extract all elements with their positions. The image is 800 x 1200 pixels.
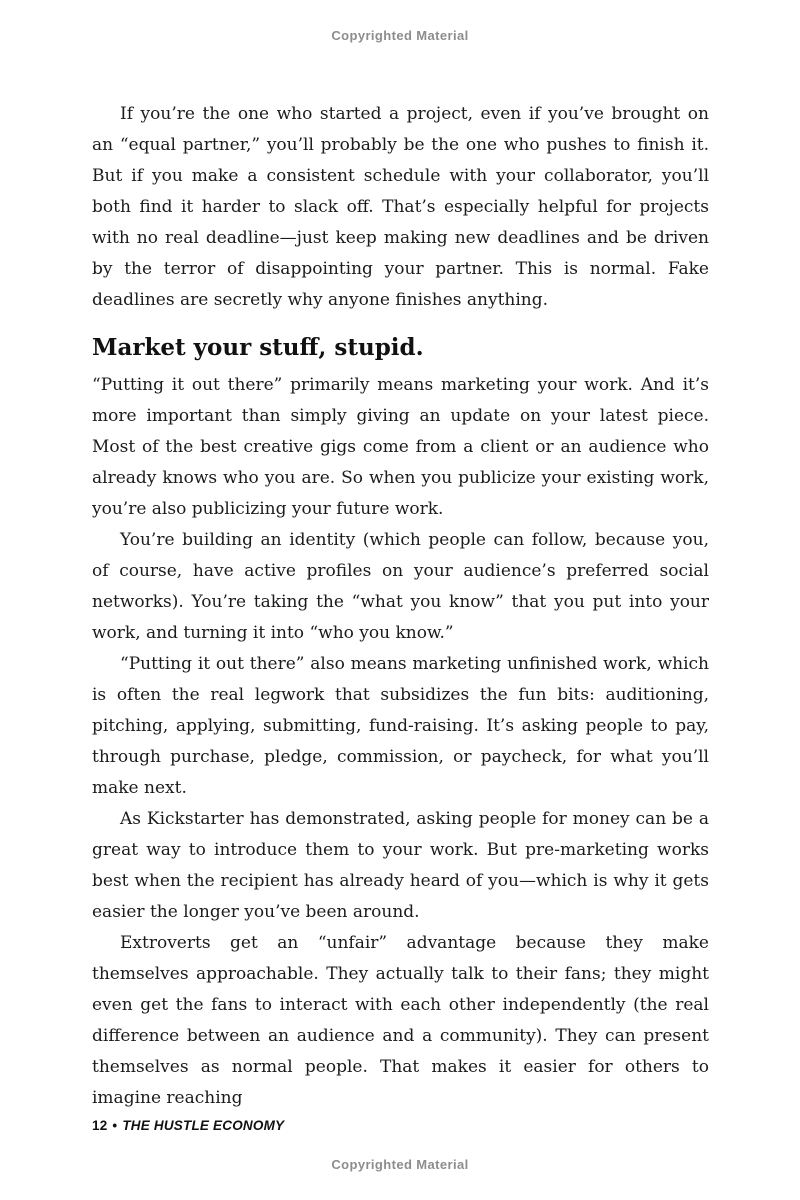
paragraph-extroverts: Extroverts get an “unfair” advantage because they make themselves approachable. They actually talk to their fans; they might even get the fans to interact with each other independently (the real difference between an audience and a community). They can present themselves as normal people. That makes it easier for others to imagine reaching — [92, 933, 709, 1108]
copyright-notice-top: Copyrighted Material — [331, 28, 469, 43]
paragraph-putting-it-out-there: “Putting it out there” primarily means marketing your work. And it’s more important than simply giving an update on your latest piece. Most of the best creative gigs come from a client or an audience who already knows who you are. So when you publicize your existing work, you’re also publicizing your future work. — [92, 375, 709, 519]
page-content — [92, 99, 709, 1114]
page-footer — [92, 1118, 284, 1133]
book-title: THE HUSTLE ECONOMY — [122, 1118, 285, 1133]
footer-separator-bullet: • — [112, 1118, 118, 1133]
section-heading-market-your-stuff: Market your stuff, stupid. — [92, 334, 424, 361]
paragraph-building-identity: You’re building an identity (which people can follow, because you, of course, have active profiles on your audience’s preferred social networks). You’re taking the “what you know” that you put into your work, and turning it into “who you know.” — [92, 530, 709, 643]
page-number: 12 — [92, 1118, 108, 1133]
copyright-notice-bottom: Copyrighted Material — [331, 1157, 469, 1172]
paragraph-kickstarter: As Kickstarter has demonstrated, asking people for money can be a great way to introduce them to your work. But pre-marketing works best when the recipient has already heard of you—which is why it gets easier the longer you’ve been around. — [92, 809, 709, 922]
paragraph-collaboration: If you’re the one who started a project, even if you’ve brought on an “equal partner,” you’ll probably be the one who pushes to finish it. But if you make a consistent schedule with your collaborator, you’ll both find it harder to slack off. That’s especially helpful for projects with no real deadline—just keep making new deadlines and be driven by the terror of disappointing your partner. This is normal. Fake deadlines are secretly why anyone finishes anything. — [92, 104, 709, 310]
paragraph-marketing-unfinished-work: “Putting it out there” also means marketing unfinished work, which is often the real legwork that subsidizes the fun bits: auditioning, pitching, applying, submitting, fund-raising. It’s asking people to pay, through purchase, pledge, commission, or paycheck, for what you’ll make next. — [92, 654, 709, 798]
